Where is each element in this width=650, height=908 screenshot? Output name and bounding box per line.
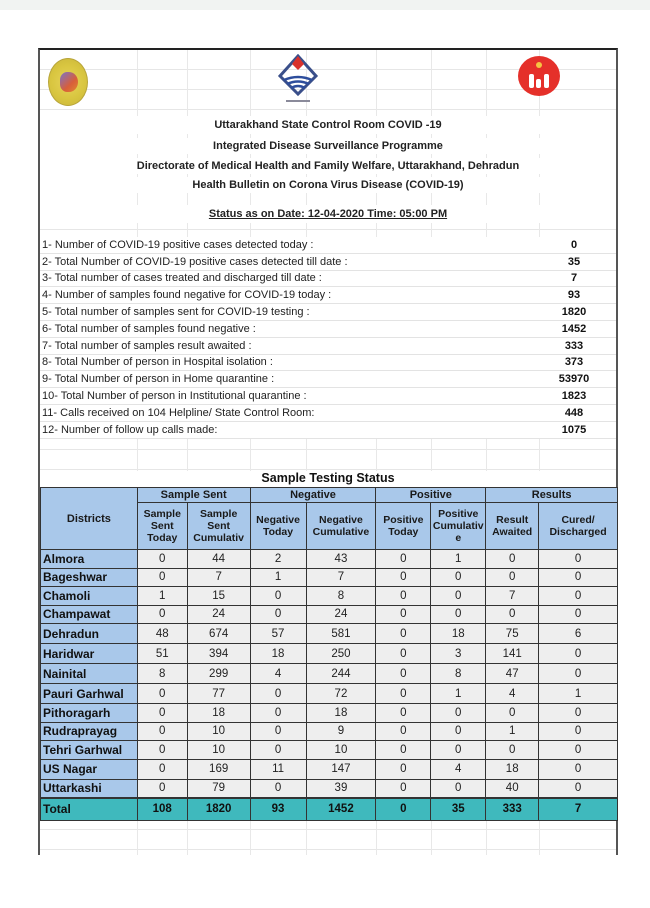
header-group-positive: Positive bbox=[376, 488, 486, 503]
stat-row bbox=[40, 287, 616, 304]
cell-positive-today: 0 bbox=[376, 684, 431, 704]
table-row bbox=[41, 779, 618, 798]
cell-negative-today: 0 bbox=[250, 779, 306, 798]
cell-cured-discharged: 0 bbox=[539, 704, 618, 723]
cell-negative-today: 0 bbox=[250, 722, 306, 741]
cell-positive-cumulative: 0 bbox=[431, 722, 486, 741]
cell-negative-cumulative: 39 bbox=[306, 779, 376, 798]
stat-value: 93 bbox=[567, 289, 581, 302]
uttarakhand-govt-logo-icon bbox=[276, 54, 320, 108]
total-row bbox=[41, 798, 618, 821]
cell-cured-discharged: 0 bbox=[539, 587, 618, 606]
cell-cured-discharged: 0 bbox=[539, 605, 618, 624]
sample-testing-title: Sample Testing Status bbox=[40, 471, 616, 487]
cell-negative-cumulative: 72 bbox=[306, 684, 376, 704]
cell-positive-cumulative: 0 bbox=[431, 605, 486, 624]
cell-negative-cumulative: 244 bbox=[306, 664, 376, 684]
table-row bbox=[41, 741, 618, 760]
table-row bbox=[41, 624, 618, 644]
cell-sample-sent-today: 1 bbox=[137, 587, 187, 606]
header-negative-today: Negative Today bbox=[250, 503, 306, 550]
cell-negative-today: 18 bbox=[250, 644, 306, 664]
stat-value: 0 bbox=[570, 238, 578, 251]
bulletin-title: Health Bulletin on Corona Virus Disease (COVID-19) bbox=[40, 177, 616, 193]
stat-row bbox=[40, 355, 616, 372]
district-name: Nainital bbox=[41, 664, 138, 684]
stat-row bbox=[40, 304, 616, 321]
cell-sample-sent-cumulative: 169 bbox=[187, 759, 250, 779]
table-row bbox=[41, 644, 618, 664]
header-positive-cumulative: Positive Cumulativ e bbox=[431, 503, 486, 550]
district-name: US Nagar bbox=[41, 759, 138, 779]
cell-cured-discharged: 0 bbox=[539, 644, 618, 664]
cell-negative-today: 11 bbox=[250, 759, 306, 779]
cell-result-awaited: 18 bbox=[486, 759, 539, 779]
cell-positive-cumulative: 8 bbox=[431, 664, 486, 684]
cell-cured-discharged: 0 bbox=[539, 759, 618, 779]
cell-result-awaited: 0 bbox=[486, 550, 539, 569]
cell-negative-cumulative: 7 bbox=[306, 568, 376, 587]
stat-row bbox=[40, 388, 616, 405]
total-sample-sent-cumulative: 1820 bbox=[187, 798, 250, 821]
stat-row bbox=[40, 254, 616, 271]
cell-sample-sent-cumulative: 15 bbox=[187, 587, 250, 606]
national-health-mission-logo-icon bbox=[518, 56, 560, 96]
cell-positive-today: 0 bbox=[376, 779, 431, 798]
cell-negative-today: 0 bbox=[250, 741, 306, 760]
cell-positive-today: 0 bbox=[376, 664, 431, 684]
table-row bbox=[41, 722, 618, 741]
header-result-awaited: Result Awaited bbox=[486, 503, 539, 550]
cell-positive-today: 0 bbox=[376, 722, 431, 741]
district-name: Chamoli bbox=[41, 587, 138, 606]
district-name: Tehri Garhwal bbox=[41, 741, 138, 760]
cell-result-awaited: 47 bbox=[486, 664, 539, 684]
cell-sample-sent-today: 51 bbox=[137, 644, 187, 664]
district-name: Champawat bbox=[41, 605, 138, 624]
stat-value: 35 bbox=[567, 255, 581, 268]
cell-result-awaited: 40 bbox=[486, 779, 539, 798]
district-name: Pauri Garhwal bbox=[41, 684, 138, 704]
cell-positive-cumulative: 0 bbox=[431, 741, 486, 760]
stat-row bbox=[40, 371, 616, 388]
cell-result-awaited: 0 bbox=[486, 605, 539, 624]
cell-positive-cumulative: 0 bbox=[431, 587, 486, 606]
programme-title: Integrated Disease Surveillance Programme bbox=[40, 138, 616, 154]
stat-label: 8- Total Number of person in Hospital isolation : bbox=[42, 356, 273, 369]
cell-sample-sent-today: 48 bbox=[137, 624, 187, 644]
cell-sample-sent-today: 0 bbox=[137, 759, 187, 779]
cell-sample-sent-cumulative: 10 bbox=[187, 741, 250, 760]
cell-cured-discharged: 0 bbox=[539, 741, 618, 760]
header-positive-today: Positive Today bbox=[376, 503, 431, 550]
table-row bbox=[41, 587, 618, 606]
cell-sample-sent-today: 0 bbox=[137, 722, 187, 741]
header-group-results: Results bbox=[486, 488, 618, 503]
cell-sample-sent-today: 0 bbox=[137, 704, 187, 723]
total-negative-today: 93 bbox=[250, 798, 306, 821]
cell-positive-today: 0 bbox=[376, 605, 431, 624]
table-row bbox=[41, 550, 618, 569]
cell-sample-sent-today: 0 bbox=[137, 779, 187, 798]
cell-negative-today: 0 bbox=[250, 704, 306, 723]
header-group-sample-sent: Sample Sent bbox=[137, 488, 250, 503]
cell-result-awaited: 4 bbox=[486, 684, 539, 704]
cell-positive-cumulative: 1 bbox=[431, 684, 486, 704]
cell-result-awaited: 7 bbox=[486, 587, 539, 606]
stat-value: 448 bbox=[564, 406, 584, 419]
cell-negative-cumulative: 250 bbox=[306, 644, 376, 664]
stat-value: 1820 bbox=[561, 306, 587, 319]
header-sample-sent-today: Sample Sent Today bbox=[137, 503, 187, 550]
stat-value: 1075 bbox=[561, 423, 587, 436]
cell-negative-cumulative: 43 bbox=[306, 550, 376, 569]
idsp-logo-icon bbox=[48, 58, 88, 106]
cell-sample-sent-cumulative: 44 bbox=[187, 550, 250, 569]
district-name: Pithoragarh bbox=[41, 704, 138, 723]
stat-label: 1- Number of COVID-19 positive cases detected today : bbox=[42, 238, 314, 251]
cell-result-awaited: 75 bbox=[486, 624, 539, 644]
cell-sample-sent-cumulative: 77 bbox=[187, 684, 250, 704]
total-negative-cumulative: 1452 bbox=[306, 798, 376, 821]
cell-sample-sent-cumulative: 10 bbox=[187, 722, 250, 741]
stat-label: 9- Total Number of person in Home quarantine : bbox=[42, 373, 275, 386]
cell-result-awaited: 0 bbox=[486, 741, 539, 760]
stat-label: 11- Calls received on 104 Helpline/ State Control Room: bbox=[42, 406, 315, 419]
stat-label: 10- Total Number of person in Institutional quarantine : bbox=[42, 390, 307, 403]
cell-cured-discharged: 0 bbox=[539, 550, 618, 569]
total-result-awaited: 333 bbox=[486, 798, 539, 821]
cell-positive-today: 0 bbox=[376, 587, 431, 606]
district-name: Rudraprayag bbox=[41, 722, 138, 741]
district-rows bbox=[41, 550, 618, 821]
header-negative-cumulative: Negative Cumulative bbox=[306, 503, 376, 550]
cell-negative-today: 57 bbox=[250, 624, 306, 644]
cell-positive-today: 0 bbox=[376, 568, 431, 587]
stat-value: 373 bbox=[564, 356, 584, 369]
header-sample-sent-cumulative: Sample Sent Cumulativ bbox=[187, 503, 250, 550]
cell-negative-today: 2 bbox=[250, 550, 306, 569]
cell-negative-cumulative: 9 bbox=[306, 722, 376, 741]
cell-positive-cumulative: 3 bbox=[431, 644, 486, 664]
total-sample-sent-today: 108 bbox=[137, 798, 187, 821]
bulletin-document bbox=[38, 48, 618, 855]
cell-negative-today: 0 bbox=[250, 605, 306, 624]
cell-positive-cumulative: 18 bbox=[431, 624, 486, 644]
district-name: Bageshwar bbox=[41, 568, 138, 587]
stat-value: 53970 bbox=[558, 373, 590, 386]
stat-row bbox=[40, 271, 616, 288]
district-name: Almora bbox=[41, 550, 138, 569]
stat-label: 2- Total Number of COVID-19 positive cases detected till date : bbox=[42, 255, 348, 268]
stat-label: 4- Number of samples found negative for COVID-19 today : bbox=[42, 289, 332, 302]
cell-cured-discharged: 0 bbox=[539, 722, 618, 741]
cell-negative-cumulative: 18 bbox=[306, 704, 376, 723]
table-row bbox=[41, 664, 618, 684]
cell-positive-cumulative: 0 bbox=[431, 704, 486, 723]
cell-negative-today: 1 bbox=[250, 568, 306, 587]
cell-positive-today: 0 bbox=[376, 741, 431, 760]
cell-result-awaited: 0 bbox=[486, 704, 539, 723]
cell-positive-cumulative: 0 bbox=[431, 779, 486, 798]
cell-result-awaited: 141 bbox=[486, 644, 539, 664]
cell-sample-sent-cumulative: 79 bbox=[187, 779, 250, 798]
district-name: Haridwar bbox=[41, 644, 138, 664]
cell-result-awaited: 1 bbox=[486, 722, 539, 741]
cell-negative-cumulative: 24 bbox=[306, 605, 376, 624]
cell-cured-discharged: 1 bbox=[539, 684, 618, 704]
cell-result-awaited: 0 bbox=[486, 568, 539, 587]
total-label: Total bbox=[41, 798, 138, 821]
cell-positive-today: 0 bbox=[376, 704, 431, 723]
header-group-negative: Negative bbox=[250, 488, 376, 503]
cell-sample-sent-today: 0 bbox=[137, 568, 187, 587]
table-row bbox=[41, 704, 618, 723]
cell-positive-today: 0 bbox=[376, 759, 431, 779]
cell-negative-today: 0 bbox=[250, 587, 306, 606]
cell-negative-cumulative: 147 bbox=[306, 759, 376, 779]
cell-positive-today: 0 bbox=[376, 644, 431, 664]
district-name: Dehradun bbox=[41, 624, 138, 644]
cell-sample-sent-cumulative: 674 bbox=[187, 624, 250, 644]
stat-label: 3- Total number of cases treated and discharged till date : bbox=[42, 272, 322, 285]
stat-label: 6- Total number of samples found negative : bbox=[42, 322, 256, 335]
header-cured-discharged: Cured/ Discharged bbox=[539, 503, 618, 550]
cell-sample-sent-cumulative: 394 bbox=[187, 644, 250, 664]
cell-positive-today: 0 bbox=[376, 624, 431, 644]
status-line-wrap bbox=[40, 205, 616, 223]
cell-positive-today: 0 bbox=[376, 550, 431, 569]
status-date-time: Status as on Date: 12-04-2020 Time: 05:00 PM bbox=[208, 208, 448, 220]
cell-sample-sent-today: 0 bbox=[137, 684, 187, 704]
table-row bbox=[41, 759, 618, 779]
page-title: Uttarakhand State Control Room COVID -19 bbox=[40, 116, 616, 134]
summary-stats-list bbox=[40, 237, 616, 439]
directorate-title: Directorate of Medical Health and Family Welfare, Uttarakhand, Dehradun bbox=[40, 158, 616, 174]
table-row bbox=[41, 605, 618, 624]
cell-sample-sent-today: 0 bbox=[137, 741, 187, 760]
stat-label: 5- Total number of samples sent for COVID-19 testing : bbox=[42, 306, 310, 319]
stat-label: 12- Number of follow up calls made: bbox=[42, 423, 218, 436]
logo-row bbox=[40, 50, 616, 116]
cell-sample-sent-today: 0 bbox=[137, 605, 187, 624]
cell-cured-discharged: 0 bbox=[539, 664, 618, 684]
stat-value: 1823 bbox=[561, 390, 587, 403]
stat-row bbox=[40, 422, 616, 439]
cell-negative-cumulative: 8 bbox=[306, 587, 376, 606]
stat-value: 1452 bbox=[561, 322, 587, 335]
header-districts: Districts bbox=[41, 488, 138, 550]
table-row bbox=[41, 684, 618, 704]
cell-cured-discharged: 6 bbox=[539, 624, 618, 644]
cell-negative-cumulative: 581 bbox=[306, 624, 376, 644]
sample-testing-table bbox=[40, 487, 618, 821]
cell-sample-sent-today: 0 bbox=[137, 550, 187, 569]
stat-value: 7 bbox=[570, 272, 578, 285]
stat-row bbox=[40, 321, 616, 338]
stat-row bbox=[40, 237, 616, 254]
district-name: Uttarkashi bbox=[41, 779, 138, 798]
cell-positive-cumulative: 1 bbox=[431, 550, 486, 569]
viewer-top-bar bbox=[0, 0, 650, 10]
cell-sample-sent-cumulative: 7 bbox=[187, 568, 250, 587]
table-row bbox=[41, 568, 618, 587]
cell-positive-cumulative: 4 bbox=[431, 759, 486, 779]
stat-label: 7- Total number of samples result awaited : bbox=[42, 339, 252, 352]
cell-sample-sent-cumulative: 299 bbox=[187, 664, 250, 684]
cell-positive-cumulative: 0 bbox=[431, 568, 486, 587]
cell-sample-sent-today: 8 bbox=[137, 664, 187, 684]
stat-value: 333 bbox=[564, 339, 584, 352]
stat-row bbox=[40, 338, 616, 355]
cell-negative-today: 4 bbox=[250, 664, 306, 684]
cell-negative-cumulative: 10 bbox=[306, 741, 376, 760]
cell-negative-today: 0 bbox=[250, 684, 306, 704]
total-positive-cumulative: 35 bbox=[431, 798, 486, 821]
total-positive-today: 0 bbox=[376, 798, 431, 821]
total-cured-discharged: 7 bbox=[539, 798, 618, 821]
cell-sample-sent-cumulative: 18 bbox=[187, 704, 250, 723]
stat-row bbox=[40, 405, 616, 422]
cell-sample-sent-cumulative: 24 bbox=[187, 605, 250, 624]
cell-cured-discharged: 0 bbox=[539, 568, 618, 587]
cell-cured-discharged: 0 bbox=[539, 779, 618, 798]
